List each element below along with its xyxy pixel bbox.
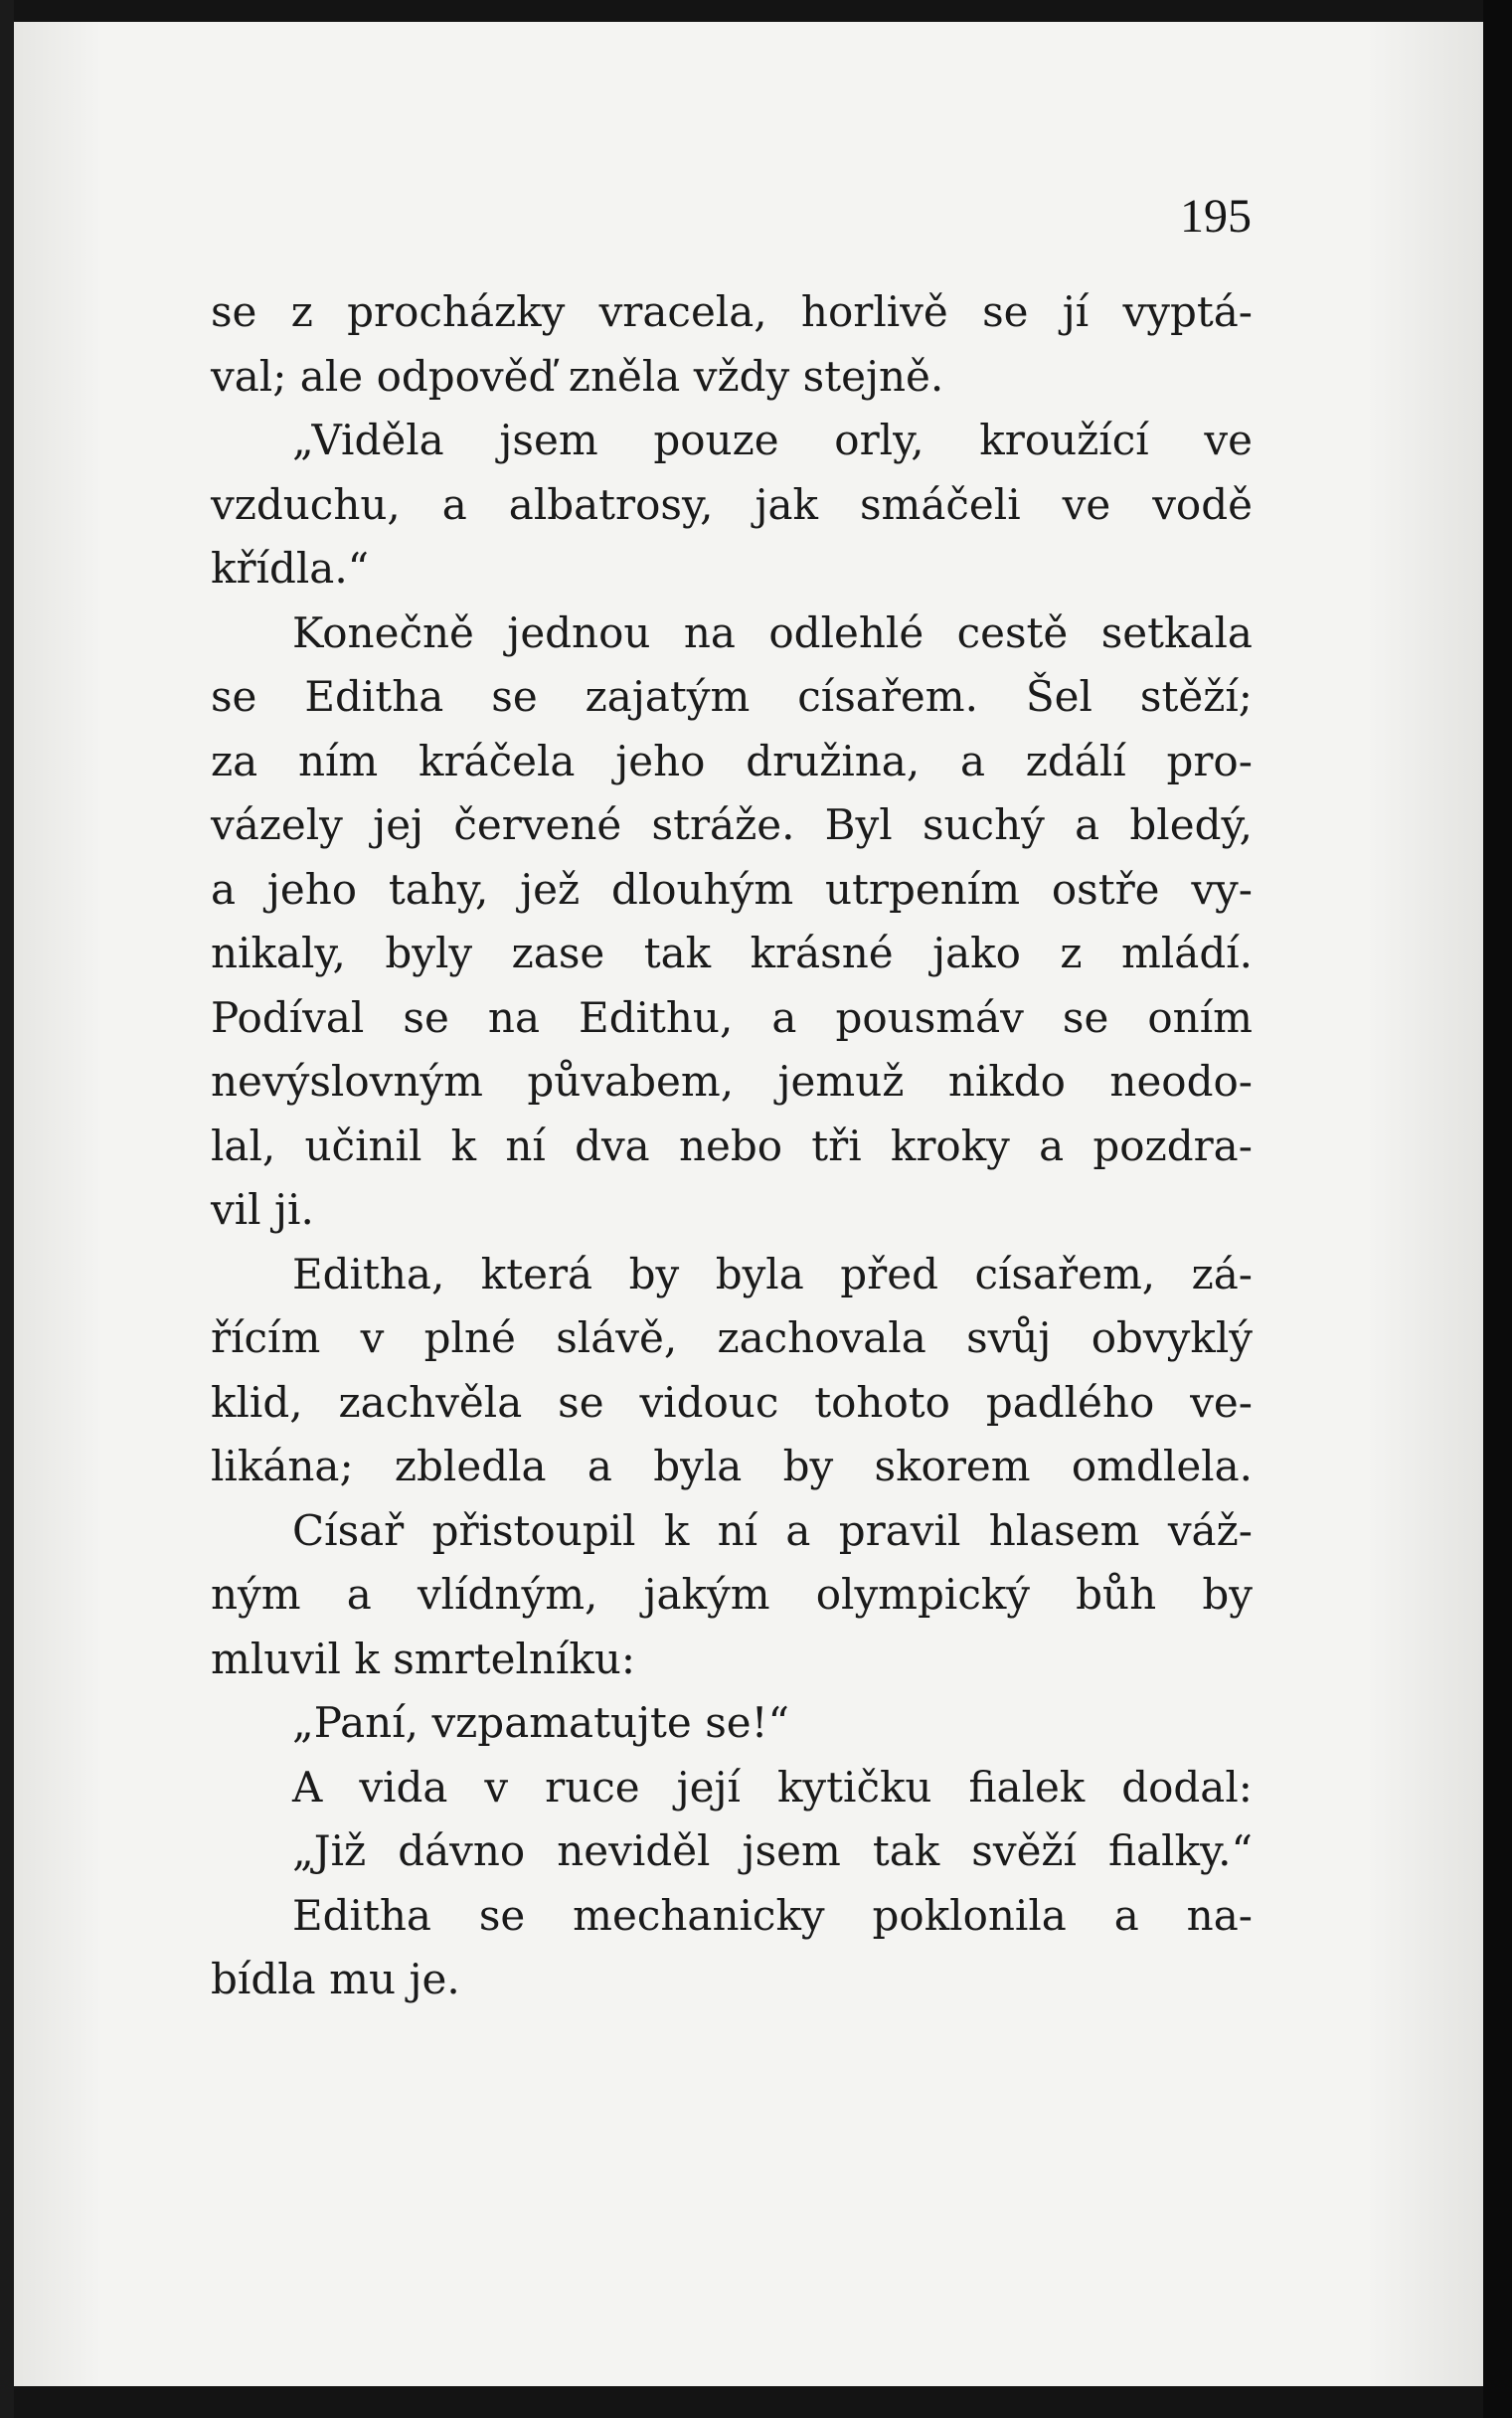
word: v — [484, 1762, 509, 1812]
word: ji. — [274, 1185, 314, 1234]
text-line — [211, 1628, 1253, 1692]
word: ruce — [545, 1762, 640, 1812]
word: pousmáv — [835, 992, 1024, 1042]
word: klid, — [211, 1377, 303, 1427]
text-line — [211, 1178, 1253, 1243]
word: likána; — [211, 1442, 354, 1490]
word: vida — [359, 1762, 448, 1812]
word: mládí. — [1121, 929, 1253, 977]
word: se — [211, 672, 257, 721]
text-line — [211, 1948, 1253, 2012]
word: pouze — [653, 416, 779, 464]
word: Editha, — [292, 1249, 445, 1298]
word: na — [487, 992, 540, 1042]
word: a — [346, 1570, 372, 1619]
word: ostře — [1051, 864, 1160, 914]
word: jeho — [615, 736, 706, 785]
text-line — [211, 730, 1253, 794]
word: lal, — [211, 1121, 276, 1170]
word: dodal: — [1121, 1762, 1253, 1812]
word: nikaly, — [211, 929, 346, 977]
word: plné — [423, 1313, 516, 1362]
word: vodě — [1152, 479, 1253, 529]
word: nebo — [678, 1121, 783, 1170]
text-line — [211, 473, 1253, 538]
text-line — [211, 1756, 1253, 1820]
word: byly — [385, 929, 473, 977]
word: orly, — [834, 416, 924, 464]
word: její — [676, 1762, 741, 1812]
word: řícím — [211, 1313, 321, 1362]
word: císařem, — [974, 1249, 1156, 1298]
word: se — [1062, 992, 1109, 1042]
word: ní — [717, 1505, 758, 1555]
word: stěží; — [1139, 672, 1253, 721]
word: oním — [1147, 992, 1253, 1042]
word: by — [782, 1442, 834, 1490]
word: a — [441, 479, 467, 529]
word: procházky — [347, 287, 566, 336]
word: Editha — [292, 1890, 431, 1940]
word: za — [211, 736, 258, 785]
word: Podíval — [211, 992, 365, 1042]
word: se!“ — [705, 1698, 789, 1747]
word: a — [959, 736, 986, 785]
word: na — [683, 607, 736, 657]
word: stráže. — [651, 800, 795, 849]
word: zá- — [1191, 1249, 1253, 1298]
text-line — [211, 1243, 1253, 1307]
word: vázely — [211, 800, 343, 849]
word: a — [211, 864, 237, 914]
word: k — [354, 1634, 380, 1683]
word: se — [491, 672, 538, 721]
text-line — [211, 1115, 1253, 1179]
word: která — [480, 1249, 593, 1298]
word: k — [450, 1121, 477, 1170]
word: smáčeli — [859, 479, 1021, 529]
word: jsem — [742, 1826, 841, 1875]
word: svěží — [971, 1826, 1077, 1875]
word: kytičku — [776, 1762, 932, 1812]
word: jež — [520, 864, 581, 914]
word: mu — [329, 1955, 397, 2003]
word: slávě, — [556, 1313, 678, 1362]
word: jsem — [499, 416, 598, 464]
text-line — [211, 345, 1253, 410]
word: jednou — [507, 607, 651, 657]
text-line — [211, 280, 1253, 345]
word: albatrosy, — [508, 479, 714, 529]
scan-right-edge — [1483, 0, 1512, 2418]
word: císařem. — [797, 672, 978, 721]
word: kráčela — [419, 736, 576, 785]
text-line — [211, 602, 1253, 666]
word: jakým — [643, 1570, 770, 1619]
word: suchý — [922, 800, 1045, 849]
word: ve — [1204, 416, 1253, 464]
word: tak — [643, 929, 712, 977]
word: na- — [1186, 1890, 1253, 1940]
word: Šel — [1025, 672, 1092, 721]
word: omdlela. — [1071, 1442, 1253, 1490]
word: cestě — [956, 607, 1069, 657]
word: bídla — [211, 1955, 316, 2003]
text-line — [211, 986, 1253, 1051]
word: by — [1202, 1570, 1253, 1619]
text-line — [211, 1371, 1253, 1436]
word: jak — [755, 479, 818, 529]
text-line — [211, 1884, 1253, 1949]
word: vzpamatujte — [431, 1698, 692, 1747]
word: jej — [373, 800, 424, 849]
text-line — [211, 1691, 1253, 1756]
word: fialek — [968, 1762, 1086, 1812]
word: se — [403, 992, 449, 1042]
word: neviděl — [557, 1826, 711, 1875]
word: ve — [1062, 479, 1111, 529]
word: vil — [211, 1185, 261, 1234]
word: horlivě — [800, 287, 948, 336]
word: zachvěla — [338, 1377, 523, 1427]
word: „Paní, — [292, 1698, 420, 1747]
word: a — [1039, 1121, 1065, 1170]
word: a — [785, 1505, 811, 1555]
scan-left-edge — [0, 0, 14, 2418]
body-text — [211, 280, 1253, 2012]
word: olympický — [815, 1570, 1031, 1619]
word: vidouc — [639, 1377, 779, 1427]
word: mechanicky — [573, 1890, 825, 1940]
word: byla — [653, 1442, 743, 1490]
word: dva — [575, 1121, 650, 1170]
word: v — [360, 1313, 385, 1362]
text-line — [211, 793, 1253, 858]
text-line — [211, 1050, 1253, 1115]
word: vlídným, — [417, 1570, 598, 1619]
word: ním — [297, 736, 379, 785]
word: se — [558, 1377, 604, 1427]
word: smrtelníku: — [393, 1634, 635, 1683]
word: jako — [932, 929, 1021, 977]
word: ní — [505, 1121, 546, 1170]
word: pozdra- — [1092, 1121, 1253, 1170]
word: k — [663, 1505, 690, 1555]
word: se — [211, 287, 257, 336]
word: a — [1075, 800, 1100, 849]
word: ale — [299, 351, 364, 401]
word: nikdo — [947, 1057, 1066, 1106]
word: zachovala — [717, 1313, 926, 1362]
word: družina, — [746, 736, 921, 785]
word: mluvil — [211, 1634, 341, 1683]
word: ným — [211, 1570, 301, 1619]
word: nevýslovným — [211, 1057, 483, 1106]
word: fialky.“ — [1108, 1826, 1253, 1875]
page-number: 195 — [1180, 190, 1252, 243]
word: vy- — [1191, 864, 1253, 914]
word: krásné — [750, 929, 894, 977]
text-line — [211, 858, 1253, 923]
text-line — [211, 1306, 1253, 1371]
word: by — [628, 1249, 680, 1298]
word: „Již — [292, 1826, 367, 1875]
word: zdálí — [1025, 736, 1126, 785]
word: „Viděla — [292, 416, 444, 464]
word: val; — [211, 351, 287, 401]
word: ve- — [1190, 1377, 1253, 1427]
word: odlehlé — [768, 607, 924, 657]
word: přistoupil — [431, 1505, 636, 1555]
word: se — [982, 287, 1029, 336]
word: neodo- — [1109, 1057, 1253, 1106]
text-line — [211, 1563, 1253, 1628]
word: křídla.“ — [211, 544, 370, 593]
word: pro- — [1166, 736, 1253, 785]
word: kroužící — [979, 416, 1149, 464]
word: zajatým — [585, 672, 751, 721]
word: zbledla — [394, 1442, 547, 1490]
word: setkala — [1100, 607, 1253, 657]
text-line — [211, 1819, 1253, 1884]
word: svůj — [966, 1313, 1052, 1362]
word: a — [587, 1442, 612, 1490]
text-line — [211, 665, 1253, 730]
word: Editha — [304, 672, 444, 721]
word: dlouhým — [610, 864, 794, 914]
word: bledý, — [1129, 800, 1253, 849]
word: odpověď — [376, 351, 556, 401]
word: hlasem — [988, 1505, 1140, 1555]
word: a — [1113, 1890, 1139, 1940]
word: je. — [409, 1955, 460, 2003]
text-line — [211, 1499, 1253, 1564]
word: Byl — [824, 800, 893, 849]
word: pravil — [838, 1505, 961, 1555]
word: bůh — [1076, 1570, 1157, 1619]
word: učinil — [304, 1121, 422, 1170]
word: utrpením — [825, 864, 1021, 914]
word: vzduchu, — [211, 479, 401, 529]
word: z — [290, 287, 313, 336]
word: před — [840, 1249, 938, 1298]
word: Konečně — [292, 607, 474, 657]
word: padlého — [985, 1377, 1155, 1427]
word: půvabem, — [527, 1057, 735, 1106]
word: se — [478, 1890, 526, 1940]
word: Císař — [292, 1505, 405, 1555]
word: byla — [715, 1249, 804, 1298]
text-line — [211, 537, 1253, 602]
word: A — [292, 1762, 323, 1812]
word: vyptá- — [1122, 287, 1253, 336]
word: kroky — [890, 1121, 1010, 1170]
word: zase — [511, 929, 605, 977]
word: tahy, — [388, 864, 489, 914]
word: jí — [1062, 287, 1090, 336]
text-line — [211, 409, 1253, 473]
word: zněla — [568, 351, 681, 401]
word: jeho — [266, 864, 358, 914]
word: dávno — [398, 1826, 526, 1875]
text-line — [211, 922, 1253, 986]
word: z — [1060, 929, 1083, 977]
text-line — [211, 1435, 1253, 1499]
word: tohoto — [814, 1377, 950, 1427]
word: vždy — [693, 351, 790, 401]
word: vracela, — [598, 287, 767, 336]
word: jemuž — [777, 1057, 905, 1106]
word: váž- — [1167, 1505, 1253, 1555]
word: poklonila — [872, 1890, 1067, 1940]
word: tak — [872, 1826, 940, 1875]
word: červené — [453, 800, 622, 849]
word: Edithu, — [579, 992, 734, 1042]
word: stejně. — [802, 351, 944, 401]
word: a — [771, 992, 797, 1042]
word: skorem — [874, 1442, 1031, 1490]
word: obvyklý — [1091, 1313, 1253, 1362]
word: tři — [811, 1121, 862, 1170]
